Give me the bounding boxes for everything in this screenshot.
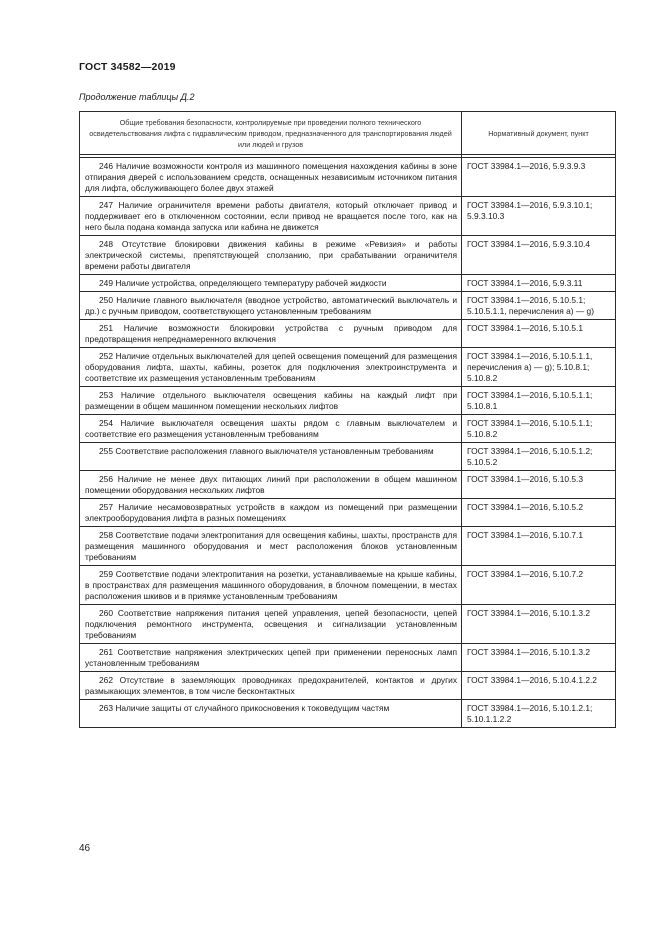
column-header-requirements: Общие требования безопасности, контролируемые при проведении полного технического освидетельствования лифта с гидравлическим приводом, предназначенного для транспортирования людей или людей и грузов <box>80 112 462 155</box>
item-number: 261 <box>99 647 113 657</box>
requirement-text: Наличие возможности блокировки устройства с ручным приводом для предотвращения непреднамеренного включения <box>85 323 457 344</box>
column-header-reference: Нормативный документ, пункт <box>462 112 616 155</box>
table-row <box>80 387 616 415</box>
requirement-cell <box>80 566 462 605</box>
reference-cell: ГОСТ 33984.1—2016, 5.10.5.1.1; 5.10.8.2 <box>462 415 616 443</box>
requirement-cell <box>80 292 462 320</box>
table-continuation-label: Продолжение таблицы Д.2 <box>79 92 195 102</box>
requirement-cell <box>80 605 462 644</box>
table-row <box>80 348 616 387</box>
requirement-cell <box>80 236 462 275</box>
requirement-cell <box>80 471 462 499</box>
item-number: 248 <box>99 239 113 249</box>
requirement-text: Наличие возможности контроля из машинного помещения нахождения кабины в зоне отпирания дверей с использованием средств, оснащенных независимым источником питания для лифта, обслуживающего более двух этажей <box>85 161 457 193</box>
requirement-cell <box>80 672 462 700</box>
item-number: 263 <box>99 703 113 713</box>
requirement-text: Наличие выключателя освещения шахты рядом с главным выключателем и соответствие его размещения установленным требованиям <box>85 418 458 439</box>
reference-cell: ГОСТ 33984.1—2016, 5.10.1.2.1; 5.10.1.1.2.2 <box>462 700 616 728</box>
item-number: 258 <box>99 530 113 540</box>
requirement-cell <box>80 197 462 236</box>
reference-cell: ГОСТ 33984.1—2016, 5.10.5.1.1, перечисления а) — g); 5.10.8.1; 5.10.8.2 <box>462 348 616 387</box>
reference-cell: ГОСТ 33984.1—2016, 5.9.3.10.4 <box>462 236 616 275</box>
item-number: 249 <box>99 278 113 288</box>
reference-cell: ГОСТ 33984.1—2016, 5.9.3.9.3 <box>462 158 616 197</box>
table-row <box>80 158 616 197</box>
reference-cell: ГОСТ 33984.1—2016, 5.10.1.3.2 <box>462 605 616 644</box>
document-title: ГОСТ 34582—2019 <box>79 61 176 73</box>
table-row <box>80 197 616 236</box>
requirements-table <box>79 111 616 728</box>
table-row <box>80 320 616 348</box>
requirement-cell <box>80 443 462 471</box>
table-row <box>80 275 616 292</box>
requirement-text: Наличие отдельных выключателей для цепей освещения помещений для размещения оборудования лифта, шахты, кабины, розеток для подключения электроинструмента и соответствие их размещения установленным требованиям <box>85 351 457 383</box>
requirement-text: Соответствие расположения главного выключателя установленным требованиям <box>115 446 434 456</box>
reference-cell: ГОСТ 33984.1—2016, 5.9.3.11 <box>462 275 616 292</box>
reference-cell: ГОСТ 33984.1—2016, 5.10.5.1.1; 5.10.8.1 <box>462 387 616 415</box>
requirement-text: Наличие отдельного выключателя освещения кабины на каждый лифт при размещении в общем машинном помещении нескольких лифтов <box>85 390 458 411</box>
item-number: 247 <box>99 200 113 210</box>
requirement-text: Соответствие подачи электропитания на розетки, устанавливаемые на крыше кабины, в пространствах для размещения машинного оборудования, в блочном помещении, в местах расположения шкивов и в приямке установленным требованиям <box>85 569 458 601</box>
requirement-cell <box>80 275 462 292</box>
requirement-cell <box>80 158 462 197</box>
item-number: 255 <box>99 446 113 456</box>
reference-cell: ГОСТ 33984.1—2016, 5.10.5.1.2; 5.10.5.2 <box>462 443 616 471</box>
item-number: 262 <box>99 675 113 685</box>
requirement-cell <box>80 527 462 566</box>
requirement-cell <box>80 700 462 728</box>
table-row <box>80 499 616 527</box>
table-row <box>80 443 616 471</box>
table-row <box>80 415 616 443</box>
requirement-text: Наличие ограничителя времени работы двигателя, который отключает привод и поддерживает его в отключенном состоянии, если привод не вращается после того, как на него была подана команда запуска или кабина не движется <box>85 200 457 232</box>
table-row <box>80 566 616 605</box>
table-row <box>80 605 616 644</box>
table-row <box>80 644 616 672</box>
item-number: 259 <box>99 569 113 579</box>
requirement-text: Наличие несамовозвратных устройств в каждом из помещений при размещении электрооборудования лифта в разных помещениях <box>85 502 457 523</box>
item-number: 250 <box>99 295 113 305</box>
reference-cell: ГОСТ 33984.1—2016, 5.10.5.3 <box>462 471 616 499</box>
requirement-text: Наличие не менее двух питающих линий при расположении в общем машинном помещении оборудования нескольких лифтов <box>85 474 457 495</box>
requirement-cell <box>80 499 462 527</box>
requirement-cell <box>80 348 462 387</box>
item-number: 257 <box>99 502 113 512</box>
requirement-cell <box>80 644 462 672</box>
requirement-text: Отсутствие блокировки движения кабины в режиме «Ревизия» и работы электрической системы, препятствующей сползанию, при срабатывании ограничителя времени работы двигателя <box>85 239 457 271</box>
reference-cell: ГОСТ 33984.1—2016, 5.10.1.3.2 <box>462 644 616 672</box>
requirement-cell <box>80 415 462 443</box>
requirement-text: Наличие главного выключателя (вводное устройство, автоматический выключатель и др.) с ручным приводом, соответствующего установленным требованиям <box>85 295 458 316</box>
requirement-text: Соответствие напряжения электрических цепей при применении переносных ламп установленным требованиям <box>85 647 457 668</box>
reference-cell: ГОСТ 33984.1—2016, 5.10.7.2 <box>462 566 616 605</box>
table-row <box>80 292 616 320</box>
item-number: 253 <box>99 390 113 400</box>
item-number: 246 <box>99 161 113 171</box>
reference-cell: ГОСТ 33984.1—2016, 5.10.7.1 <box>462 527 616 566</box>
table-row <box>80 527 616 566</box>
item-number: 252 <box>99 351 113 361</box>
table-header-row <box>80 112 616 155</box>
table-row <box>80 236 616 275</box>
reference-cell: ГОСТ 33984.1—2016, 5.9.3.10.1; 5.9.3.10.3 <box>462 197 616 236</box>
item-number: 260 <box>99 608 113 618</box>
requirement-cell <box>80 320 462 348</box>
requirement-text: Соответствие напряжения питания цепей управления, цепей безопасности, цепей подключения ремонтного инструмента, освещения и сигнализации установленным требованиям <box>85 608 458 640</box>
requirement-text: Отсутствие в заземляющих проводниках предохранителей, контактов и других размыкающих элементов, в том числе бесконтактных <box>85 675 458 696</box>
table-row <box>80 672 616 700</box>
requirement-text: Наличие устройства, определяющего температуру рабочей жидкости <box>115 278 387 288</box>
page-number: 46 <box>79 843 91 854</box>
item-number: 251 <box>99 323 113 333</box>
reference-cell: ГОСТ 33984.1—2016, 5.10.5.1; 5.10.5.1.1, перечисления а) — g) <box>462 292 616 320</box>
reference-cell: ГОСТ 33984.1—2016, 5.10.4.1.2.2 <box>462 672 616 700</box>
item-number: 256 <box>99 474 113 484</box>
table-row <box>80 700 616 728</box>
reference-cell: ГОСТ 33984.1—2016, 5.10.5.2 <box>462 499 616 527</box>
item-number: 254 <box>99 418 113 428</box>
requirement-text: Наличие защиты от случайного прикосновения к токоведущим частям <box>115 703 390 713</box>
table-row <box>80 471 616 499</box>
reference-cell: ГОСТ 33984.1—2016, 5.10.5.1 <box>462 320 616 348</box>
requirement-cell <box>80 387 462 415</box>
requirement-text: Соответствие подачи электропитания для освещения кабины, шахты, пространств для размещения машинного оборудования и мест расположения блоков установленным требованиям <box>85 530 458 562</box>
